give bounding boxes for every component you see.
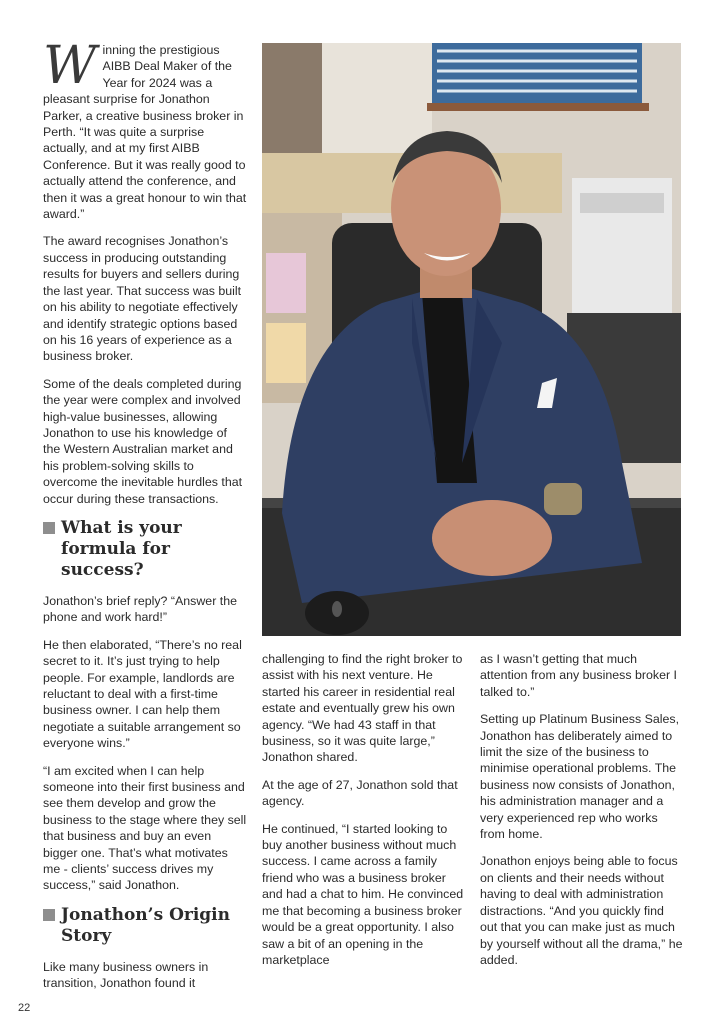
paragraph-challenging: challenging to find the right broker to assist with his next venture. He started his career in residential real estate and eventually grew his own agency. “We had 43 staff in that business, so it was quite large,” Jonathon shared. bbox=[262, 652, 463, 765]
portrait-photo bbox=[262, 43, 681, 636]
drop-cap: W bbox=[43, 36, 97, 96]
paragraph-enjoys: Jonathon enjoys being able to focus on clients and their needs without having to deal with administration distractions. “And you quickly find out that you can make just as much by yourself without all the drama,” he added. bbox=[480, 854, 683, 967]
section-heading-origin: Jonathon’s Origin Story bbox=[43, 905, 247, 947]
paragraph-deals: Some of the deals completed during the year were complex and involved high-value businesses, allowing Jonathon to use his knowledge of the Western Australian market and his problem-solving skills to overcome the inevitable hurdles that occur during these transactions. bbox=[43, 376, 243, 506]
section-heading-formula: What is your formula for success? bbox=[43, 518, 247, 581]
article-column-3 bbox=[480, 651, 684, 979]
paragraph-excited: “I am excited when I can help someone into their first business and see them develop and grow the business to the stage where they sell that business and buy an even bigger one. That’s what motivates me - clients’ success drives my success,” said Jonathon. bbox=[43, 763, 247, 893]
page-number: 22 bbox=[18, 1002, 31, 1014]
article-column-2 bbox=[262, 651, 466, 979]
paragraph-origin-start: Like many business owners in transition, Jonathon found it bbox=[43, 959, 209, 991]
paragraph-award: The award recognises Jonathon’s success in producing outstanding results for buyers and sellers during the last year. That success was built on his ability to negotiate effectively and identify strategic options based on his 16 years of experience as a business broker. bbox=[43, 234, 242, 364]
intro-paragraph: Winning the prestigious AIBB Deal Maker of the Year for 2024 was a pleasant surprise for Jonathon Parker, a creative business broker in Perth. “It was quite a surprise actually, and at my first AIBB Conference. But it was really good to actually attend the conference, and then it was a great honour to win that award.” bbox=[43, 36, 247, 222]
paragraph-sold: At the age of 27, Jonathon sold that agency. bbox=[262, 777, 458, 809]
article-column-1 bbox=[43, 36, 247, 1003]
paragraph-elaborated: He then elaborated, “There’s no real secret to it. It’s just trying to help people. For example, landlords are reluctant to deal with a first-time business owner. I can help them negotiate a suitable arrangement so everyone wins.” bbox=[43, 637, 242, 751]
square-bullet-icon bbox=[43, 909, 55, 921]
paragraph-continued: He continued, “I started looking to buy another business without much success. I came across a family friend who was a business broker and had a chat to him. He convinced me that becoming a business broker would be a great opportunity. I also saw a bit of an opening in the marketplace bbox=[262, 821, 464, 967]
square-bullet-icon bbox=[43, 522, 55, 534]
paragraph-attention: as I wasn’t getting that much attention from any business broker I talked to.” bbox=[480, 652, 677, 699]
paragraph-reply: Jonathon’s brief reply? “Answer the phone and work hard!” bbox=[43, 593, 237, 625]
paragraph-platinum: Setting up Platinum Business Sales, Jonathon has deliberately aimed to limit the size of the business to minimise operational problems. The business now consists of Jonathon, his administration manager and a very experienced rep who works from home. bbox=[480, 712, 680, 842]
